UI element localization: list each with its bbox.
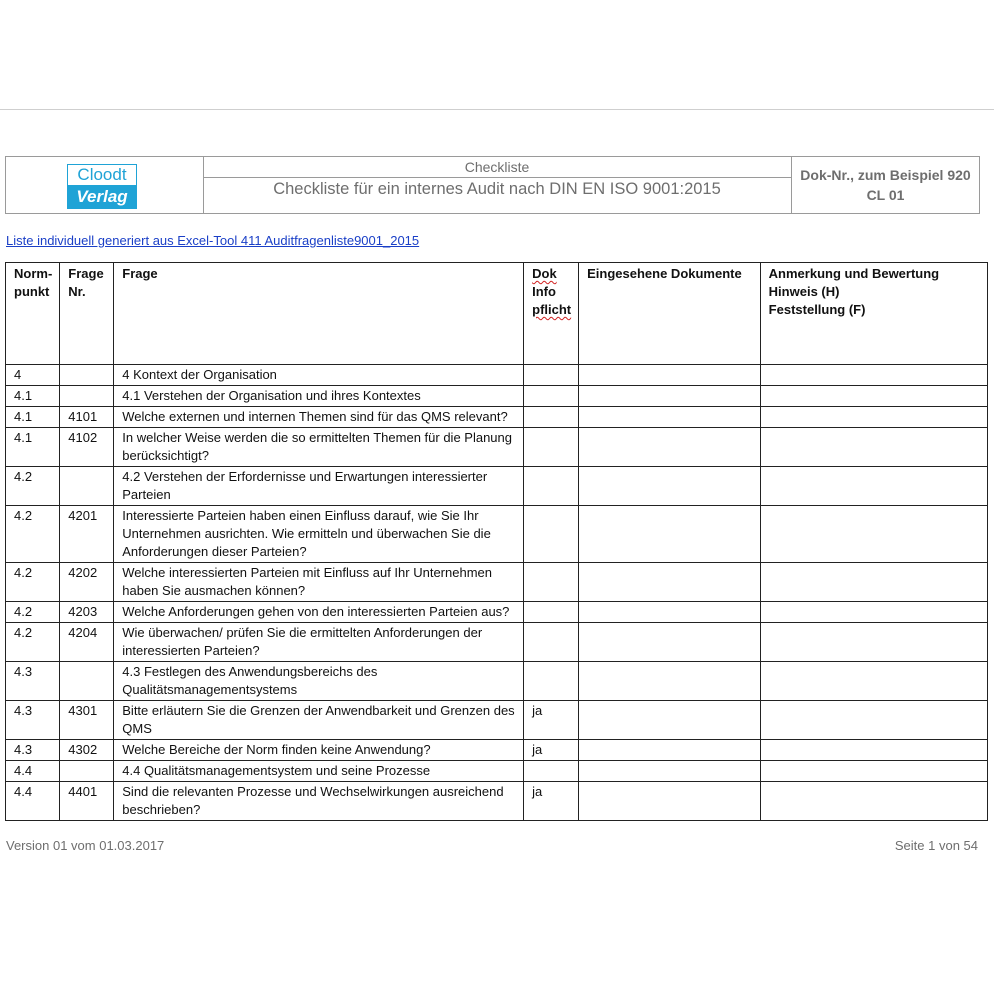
cell-anmerkung[interactable] — [760, 563, 987, 602]
cell-frage-nr: 4301 — [60, 701, 114, 740]
cell-anmerkung[interactable] — [760, 782, 987, 821]
header-anmerkung-line1: Anmerkung und Bewertung — [768, 266, 940, 281]
cell-anmerkung[interactable] — [760, 467, 987, 506]
cell-anmerkung[interactable] — [760, 365, 987, 386]
header-dok-line1: Dok — [532, 266, 557, 281]
cell-normpunkt: 4.3 — [6, 662, 60, 701]
cell-frage-nr — [60, 662, 114, 701]
cell-normpunkt: 4.1 — [6, 407, 60, 428]
table-row — [6, 467, 988, 506]
cell-anmerkung[interactable] — [760, 602, 987, 623]
cell-eingesehene[interactable] — [579, 407, 761, 428]
cell-eingesehene[interactable] — [579, 563, 761, 602]
cell-frage: Welche Anforderungen gehen von den interessierten Parteien aus? — [114, 602, 524, 623]
cell-eingesehene[interactable] — [579, 701, 761, 740]
table-row — [6, 701, 988, 740]
table-row — [6, 428, 988, 467]
cell-normpunkt: 4 — [6, 365, 60, 386]
cell-normpunkt: 4.1 — [6, 428, 60, 467]
cell-frage: 4.1 Verstehen der Organisation und ihres Kontextes — [114, 386, 524, 407]
cell-anmerkung[interactable] — [760, 623, 987, 662]
cell-frage-nr: 4401 — [60, 782, 114, 821]
cell-normpunkt: 4.4 — [6, 761, 60, 782]
cell-normpunkt: 4.3 — [6, 740, 60, 761]
cell-dok — [524, 428, 579, 467]
cell-frage-nr: 4202 — [60, 563, 114, 602]
cell-dok — [524, 506, 579, 563]
cell-frage-nr — [60, 761, 114, 782]
footer-page-number: Seite 1 von 54 — [894, 838, 978, 853]
cell-frage: 4.4 Qualitätsmanagementsystem und seine Prozesse — [114, 761, 524, 782]
table-row — [6, 623, 988, 662]
cell-frage: Wie überwachen/ prüfen Sie die ermittelten Anforderungen der interessierten Parteien? — [114, 623, 524, 662]
cell-anmerkung[interactable] — [760, 407, 987, 428]
document-title: Checkliste für ein internes Audit nach DIN EN ISO 9001:2015 — [273, 180, 721, 198]
cell-frage-nr: 4302 — [60, 740, 114, 761]
cell-frage-nr — [60, 386, 114, 407]
doc-number-cell — [792, 157, 979, 213]
header-frage-nr-line1: Frage — [68, 266, 104, 281]
cell-frage: Welche externen und internen Themen sind für das QMS relevant? — [114, 407, 524, 428]
cell-anmerkung[interactable] — [760, 701, 987, 740]
header-anmerkung-line3: Feststellung (F) — [768, 302, 866, 317]
cell-frage: Interessierte Parteien haben einen Einfluss darauf, wie Sie Ihr Unternehmen ausrichten. Wie ermitteln und überwachen Sie die Anforderungen dieser Parteien? — [114, 506, 524, 563]
cell-frage: 4 Kontext der Organisation — [114, 365, 524, 386]
cloodt-verlag-logo — [67, 164, 137, 209]
cell-frage-nr: 4203 — [60, 602, 114, 623]
cell-dok — [524, 563, 579, 602]
cell-dok — [524, 662, 579, 701]
logo-cell — [6, 157, 204, 213]
cell-dok — [524, 386, 579, 407]
cell-anmerkung[interactable] — [760, 662, 987, 701]
table-row — [6, 506, 988, 563]
cell-eingesehene[interactable] — [579, 506, 761, 563]
cell-frage: Sind die relevanten Prozesse und Wechselwirkungen ausreichend beschrieben? — [114, 782, 524, 821]
cell-frage: 4.2 Verstehen der Erfordernisse und Erwartungen interessierter Parteien — [114, 467, 524, 506]
checklist-label: Checkliste — [203, 157, 791, 178]
cell-normpunkt: 4.1 — [6, 386, 60, 407]
cell-frage-nr: 4204 — [60, 623, 114, 662]
table-body — [6, 365, 988, 821]
table-row — [6, 662, 988, 701]
cell-normpunkt: 4.2 — [6, 467, 60, 506]
logo-top-text: Cloodt — [67, 164, 137, 186]
table-row — [6, 740, 988, 761]
cell-normpunkt: 4.2 — [6, 563, 60, 602]
cell-frage: 4.3 Festlegen des Anwendungsbereichs des Qualitätsmanagementsystems — [114, 662, 524, 701]
header-normpunkt-line2: punkt — [14, 284, 50, 299]
cell-eingesehene[interactable] — [579, 623, 761, 662]
table-row — [6, 386, 988, 407]
cell-normpunkt: 4.4 — [6, 782, 60, 821]
cell-frage-nr: 4201 — [60, 506, 114, 563]
cell-anmerkung[interactable] — [760, 506, 987, 563]
table-row — [6, 407, 988, 428]
cell-anmerkung[interactable] — [760, 761, 987, 782]
header-dok-info-pflicht — [524, 263, 579, 365]
logo-bottom-text: Verlag — [67, 186, 137, 209]
doc-number-line2: CL 01 — [866, 187, 905, 203]
cell-dok — [524, 365, 579, 386]
header-anmerkung — [760, 263, 987, 365]
table-row — [6, 761, 988, 782]
header-frage-nr — [60, 263, 114, 365]
cell-dok — [524, 467, 579, 506]
cell-anmerkung[interactable] — [760, 428, 987, 467]
cell-frage-nr — [60, 365, 114, 386]
audit-checklist-table — [5, 262, 988, 821]
cell-eingesehene[interactable] — [579, 365, 761, 386]
header-normpunkt-line1: Norm- — [14, 266, 53, 281]
cell-eingesehene[interactable] — [579, 602, 761, 623]
cell-anmerkung[interactable] — [760, 386, 987, 407]
table-row — [6, 782, 988, 821]
cell-dok: ja — [524, 701, 579, 740]
cell-frage-nr: 4102 — [60, 428, 114, 467]
table-row — [6, 602, 988, 623]
header-anmerkung-line2: Hinweis (H) — [768, 284, 840, 299]
generated-list-link[interactable]: Liste individuell generiert aus Excel-Tool 411 Auditfragenliste9001_2015 — [6, 233, 420, 248]
cell-dok — [524, 602, 579, 623]
cell-frage: Welche interessierten Parteien mit Einfluss auf Ihr Unternehmen haben Sie ausmachen können? — [114, 563, 524, 602]
cell-frage: Bitte erläutern Sie die Grenzen der Anwendbarkeit und Grenzen des QMS — [114, 701, 524, 740]
cell-eingesehene[interactable] — [579, 761, 761, 782]
cell-eingesehene[interactable] — [579, 467, 761, 506]
cell-dok — [524, 623, 579, 662]
cell-normpunkt: 4.2 — [6, 623, 60, 662]
cell-eingesehene[interactable] — [579, 740, 761, 761]
cell-dok — [524, 407, 579, 428]
doc-number-line1: Dok-Nr., zum Beispiel 920 — [800, 167, 971, 183]
header-dok-line2: Info — [532, 284, 556, 299]
header-eingesehene-dokumente: Eingesehene Dokumente — [579, 263, 761, 365]
header-normpunkt — [6, 263, 60, 365]
cell-frage: Welche Bereiche der Norm finden keine Anwendung? — [114, 740, 524, 761]
cell-anmerkung[interactable] — [760, 740, 987, 761]
cell-dok: ja — [524, 740, 579, 761]
title-cell — [203, 157, 792, 213]
table-row — [6, 365, 988, 386]
document-header — [5, 156, 980, 214]
cell-normpunkt: 4.3 — [6, 701, 60, 740]
header-frage-nr-line2: Nr. — [68, 284, 86, 299]
top-divider — [0, 109, 994, 110]
cell-dok: ja — [524, 782, 579, 821]
cell-eingesehene[interactable] — [579, 386, 761, 407]
cell-normpunkt: 4.2 — [6, 506, 60, 563]
table-row — [6, 563, 988, 602]
cell-dok — [524, 761, 579, 782]
cell-normpunkt: 4.2 — [6, 602, 60, 623]
footer-version: Version 01 vom 01.03.2017 — [6, 838, 165, 853]
cell-frage-nr — [60, 467, 114, 506]
cell-eingesehene[interactable] — [579, 662, 761, 701]
cell-eingesehene[interactable] — [579, 428, 761, 467]
table-header-row — [6, 263, 988, 365]
cell-eingesehene[interactable] — [579, 782, 761, 821]
header-frage: Frage — [114, 263, 524, 365]
header-dok-line3: pflicht — [532, 302, 572, 317]
cell-frage: In welcher Weise werden die so ermittelten Themen für die Planung berücksichtigt? — [114, 428, 524, 467]
cell-frage-nr: 4101 — [60, 407, 114, 428]
